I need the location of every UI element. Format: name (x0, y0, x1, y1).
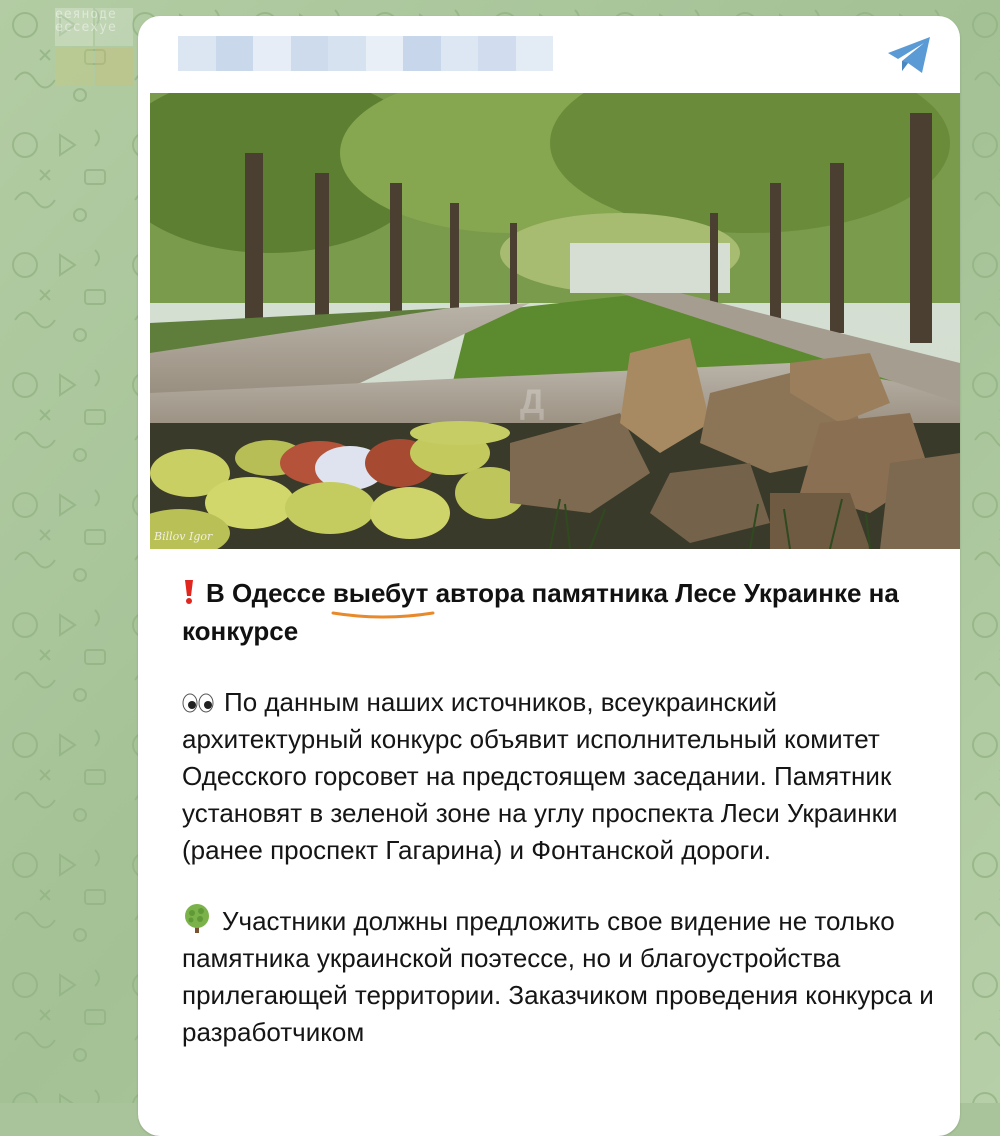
red-exclamation-icon (182, 579, 196, 605)
post-paragraph-2: Участники должны предложить свое видение не только памятника украинской поэтессе, но и благоустройства прилегающей территории. Заказчиком проведения конкурса и разработчиком (182, 903, 942, 1051)
post-headline: В Одессе выебут автора памятника Лесе Украинке на конкурсе (182, 574, 942, 650)
underlined-word: выебут (333, 574, 429, 612)
message-header (138, 16, 960, 94)
post-text (182, 574, 942, 1051)
post-paragraph-1: По данным наших источников, всеукраинский архитектурный конкурс объявит исполнительный комитет Одесского горсовет на предстоящем заседании. Памятник установят в зеленой зоне на углу проспекта Леси Украинки (ранее проспект Гагарина) и Фонтанской дороги. (182, 687, 898, 865)
watermark-text: ееяноде ессехуе (55, 7, 117, 35)
eyes-icon (182, 692, 214, 714)
telegram-send-icon[interactable] (886, 35, 932, 75)
message-card[interactable] (138, 16, 960, 1136)
post-photo[interactable] (150, 93, 960, 549)
watermark (55, 8, 135, 88)
photo-overlay-letter: Д (520, 383, 545, 421)
tree-icon (182, 903, 212, 933)
park-alley-photo (150, 93, 960, 549)
photo-signature: Billov Igor (154, 530, 213, 543)
